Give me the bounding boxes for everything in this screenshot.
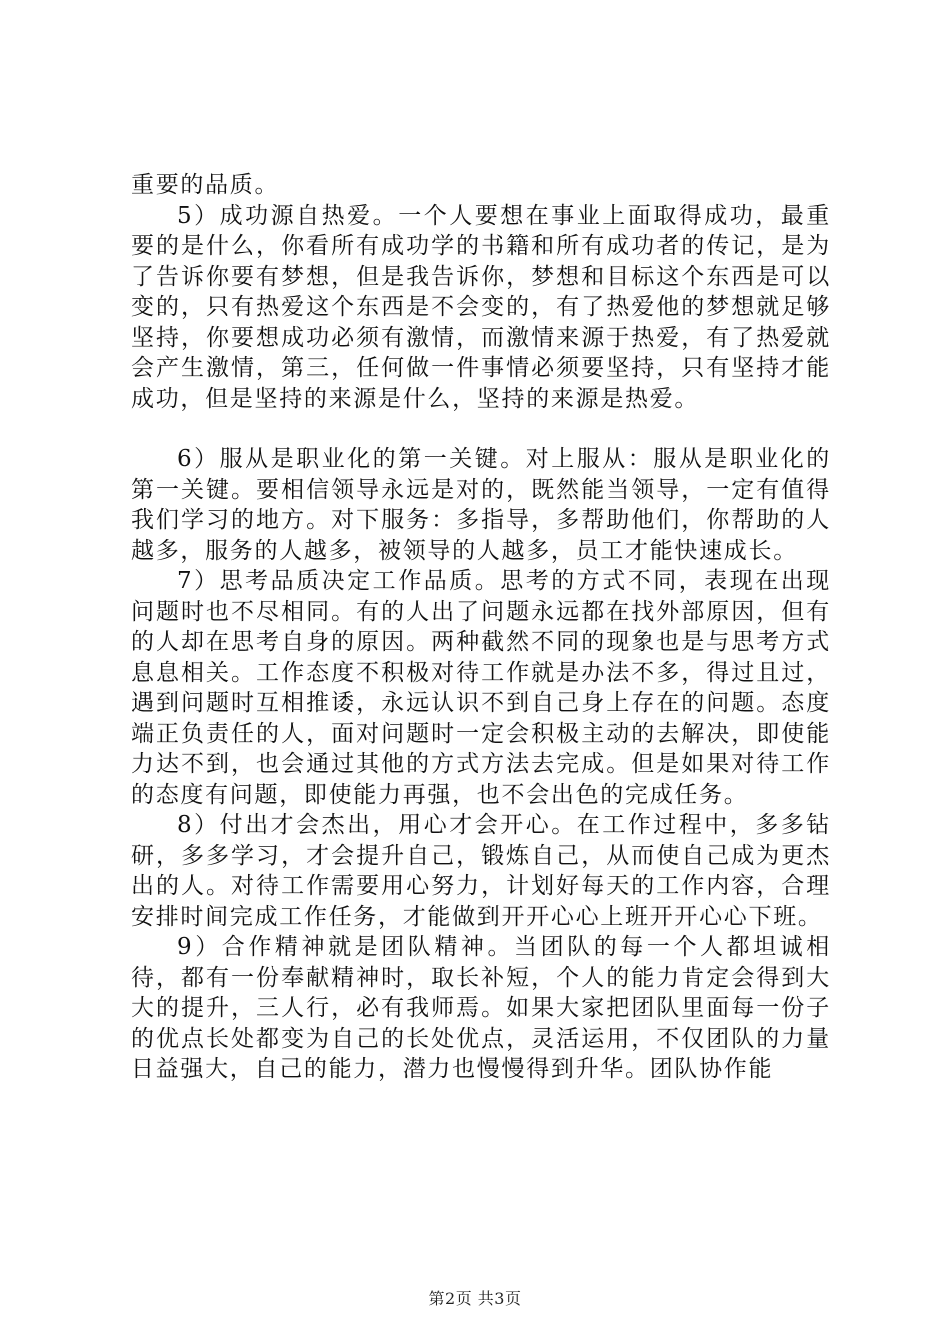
paragraph-8: 8）付出才会杰出，用心才会开心。在工作过程中，多多钻研，多多学习，才会提升自己，锻炼自己，从而使自己成为更杰出的人。对待工作需要用心努力，计划好每天的工作内容，合理安排时间完成工作任务，才能做到开开心心上班开开心心下班。 <box>131 812 831 930</box>
document-body <box>131 170 831 1085</box>
paragraph-7: 7）思考品质决定工作品质。思考的方式不同，表现在出现问题时也不尽相同。有的人出了问题永远都在找外部原因，但有的人却在思考自身的原因。两种截然不同的现象也是与思考方式息息相关。工作态度不积极对待工作就是办法不多，得过且过，遇到问题时互相推诿，永远认识不到自己身上存在的问题。态度端正负责任的人，面对问题时一定会积极主动的去解决，即使能力达不到，也会通过其他的方式方法去完成。但是如果对待工作的态度有问题，即使能力再强，也不会出色的完成任务。 <box>131 568 831 808</box>
paragraph-6: 6）服从是职业化的第一关键。对上服从：服从是职业化的第一关键。要相信领导永远是对的，既然能当领导，一定有值得我们学习的地方。对下服务：多指导，多帮助他们，你帮助的人越多，服务的人越多，被领导的人越多，员工才能快速成长。 <box>131 446 831 564</box>
paragraph-9: 9）合作精神就是团队精神。当团队的每一个人都坦诚相待，都有一份奉献精神时，取长补短，个人的能力肯定会得到大大的提升，三人行，必有我师焉。如果大家把团队里面每一份子的优点长处都变为自己的长处优点，灵活运用，不仅团队的力量日益强大，自己的能力，潜力也慢慢得到升华。团队协作能 <box>131 934 831 1082</box>
paragraph-continuation: 重要的品质。 <box>131 172 280 198</box>
paragraph-5: 5）成功源自热爱。一个人要想在事业上面取得成功，最重要的是什么，你看所有成功学的书籍和所有成功者的传记，是为了告诉你要有梦想，但是我告诉你，梦想和目标这个东西是可以变的，只有热爱这个东西是不会变的，有了热爱他的梦想就足够坚持，你要想成功必须有激情，而激情来源于热爱，有了热爱就会产生激情，第三，任何做一件事情必须要坚持，只有坚持才能成功，但是坚持的来源是什么，坚持的来源是热爱。 <box>131 202 831 412</box>
page-footer: 第2页 共3页 <box>428 1289 522 1308</box>
